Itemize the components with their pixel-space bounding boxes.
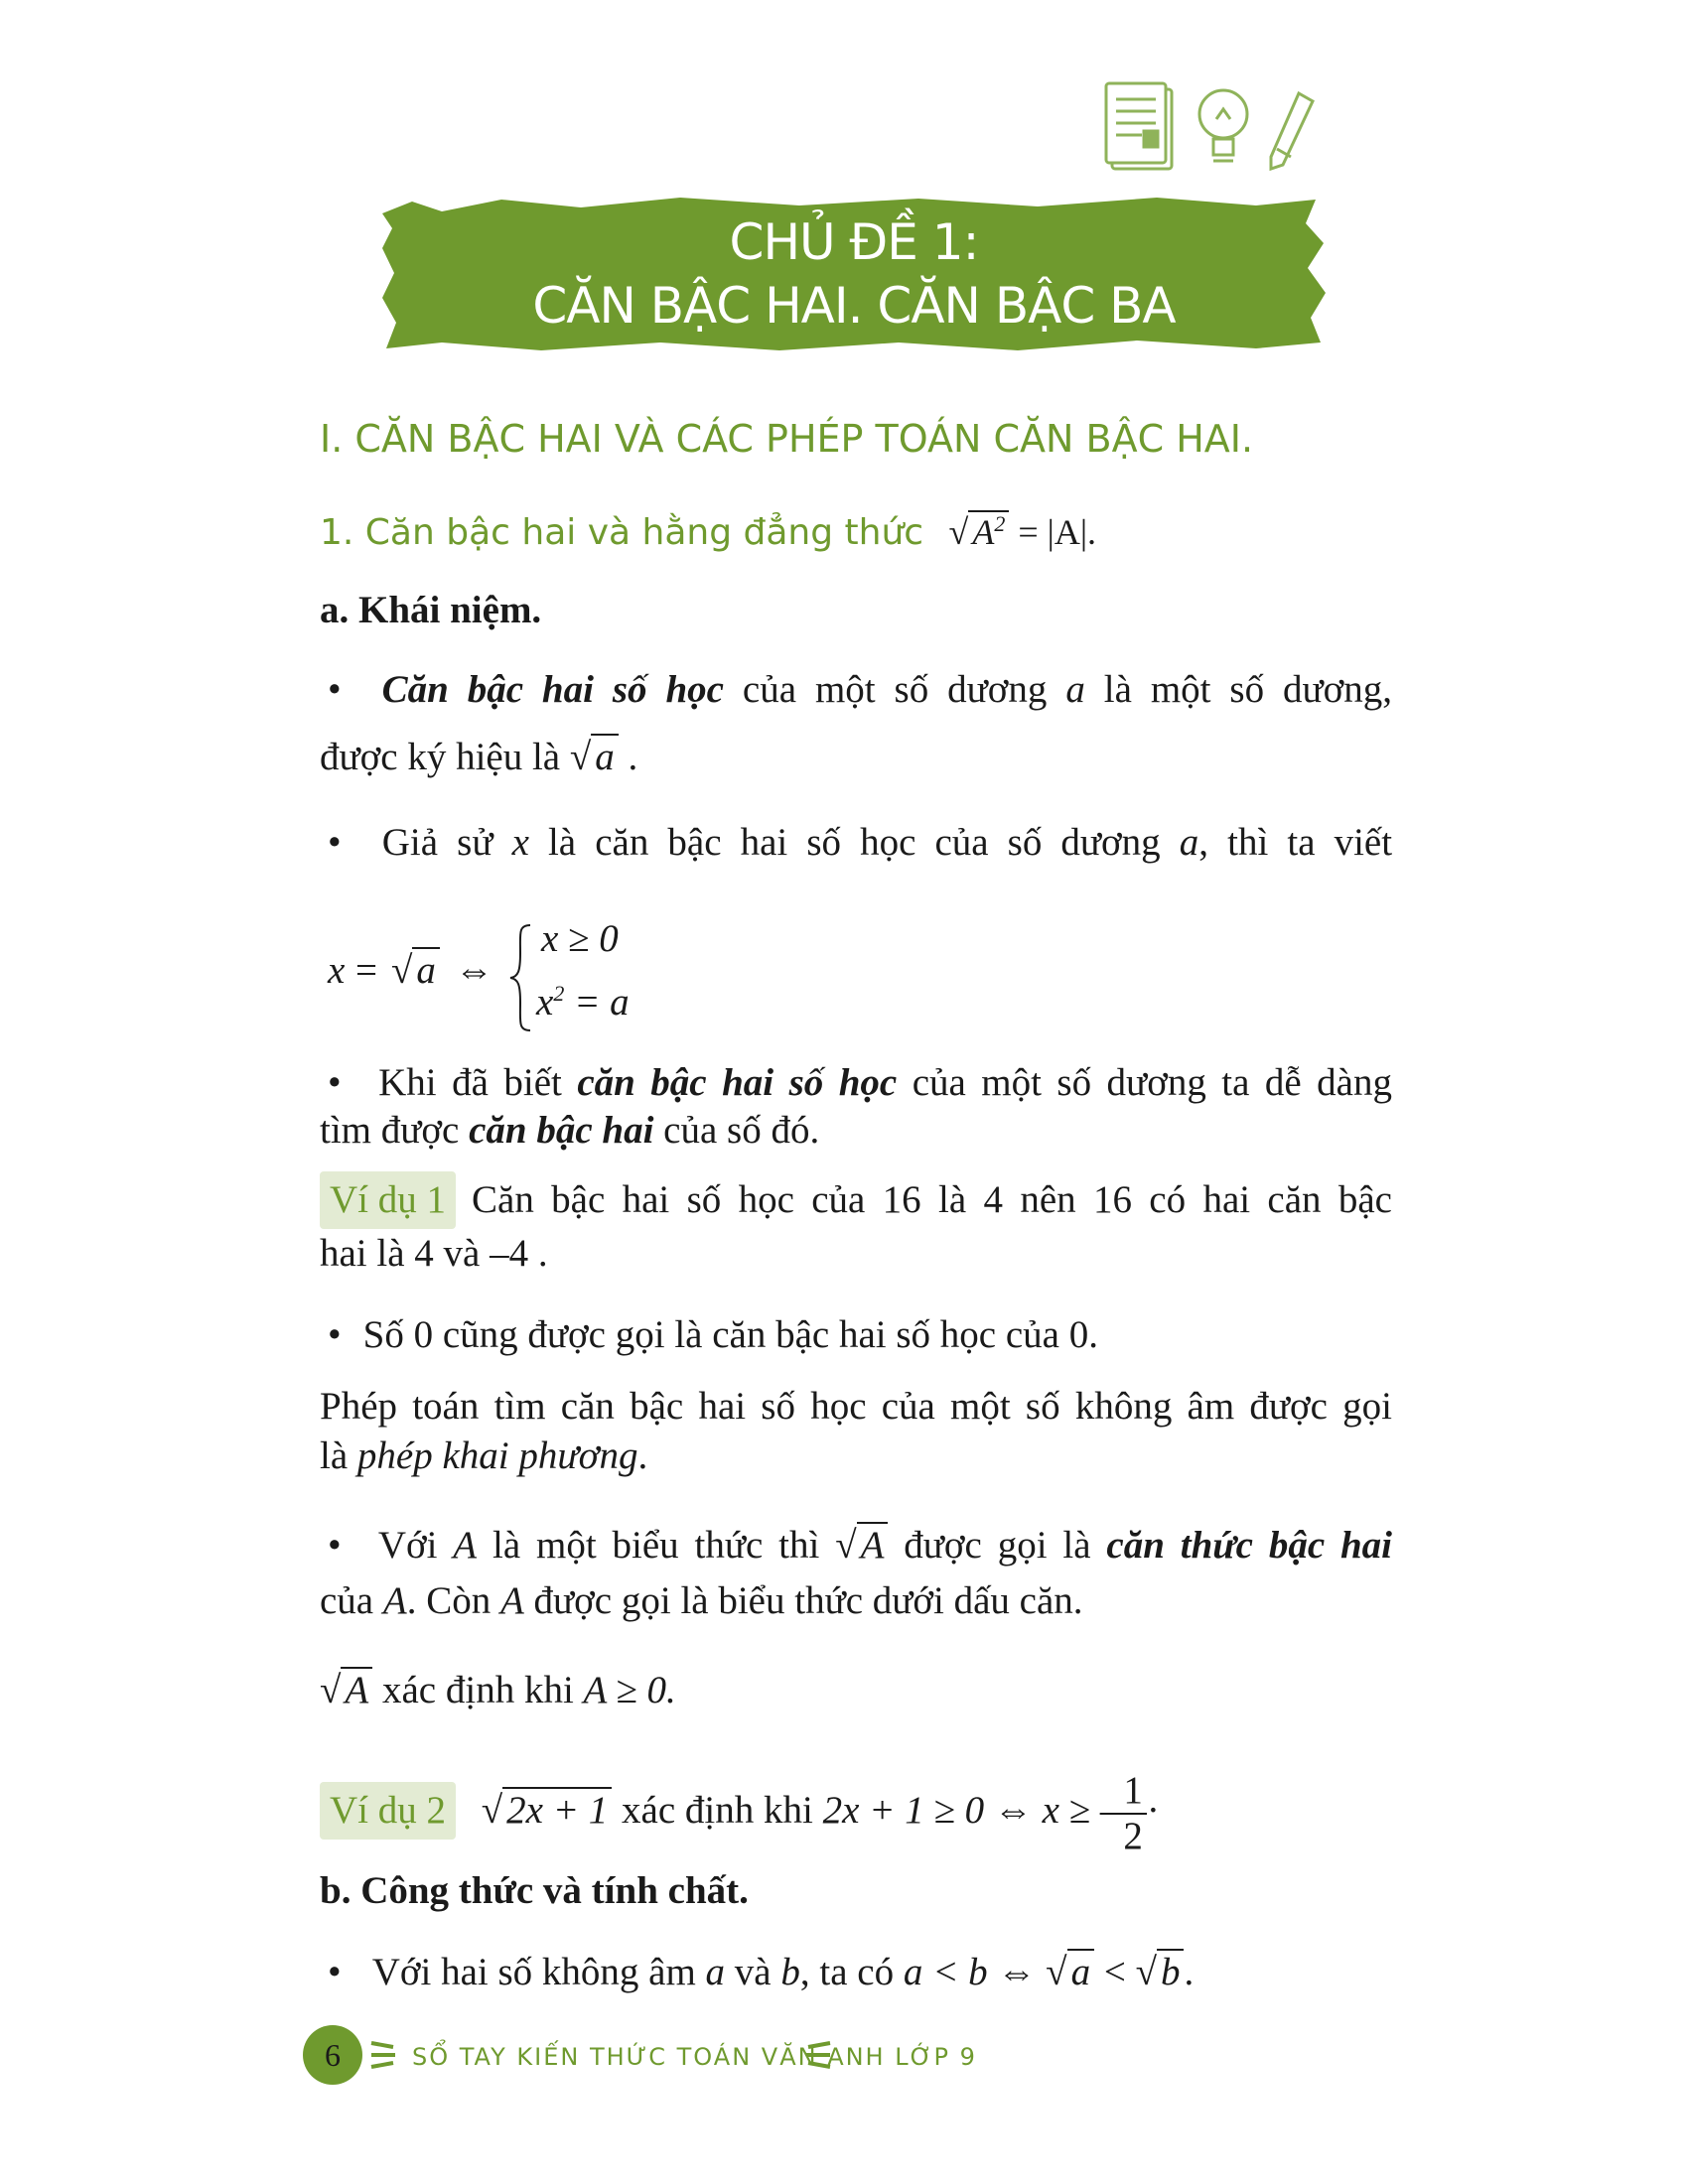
var-a: a xyxy=(705,1951,726,1993)
term-arithmetic-root: Căn bậc hai số học xyxy=(381,668,724,711)
text: . xyxy=(637,1434,648,1477)
document-icon xyxy=(1106,83,1172,169)
example-1-line1 xyxy=(320,1171,1392,1229)
inequality: 2x + 1 ≥ 0 ⇔ x ≥ – xyxy=(822,1788,1120,1832)
text: được gọi là xyxy=(904,1524,1091,1567)
condition: A ≥ 0. xyxy=(583,1669,676,1711)
condition-row2 xyxy=(536,980,630,1024)
domain-condition xyxy=(320,1664,1392,1717)
text: được ký hiệu là xyxy=(320,736,561,778)
var-A: A xyxy=(453,1524,478,1567)
text: . xyxy=(628,736,638,778)
text: xác định khi xyxy=(622,1788,813,1832)
example-tag: Ví dụ 2 xyxy=(320,1782,456,1840)
lightbulb-icon xyxy=(1199,90,1247,161)
text: của xyxy=(320,1579,374,1622)
text: xác định khi xyxy=(381,1669,574,1711)
subsection-text: 1. Căn bậc hai và hằng đẳng thức xyxy=(320,512,924,553)
var-x: x xyxy=(511,821,529,864)
base-x: x xyxy=(536,981,554,1024)
leaf-right-icon xyxy=(802,2037,832,2073)
iff-symbol: ⇔ xyxy=(455,949,493,992)
sqrt-a: √ a xyxy=(570,731,619,784)
text: . Còn xyxy=(406,1579,492,1622)
text: của một số dương ta dễ dàng xyxy=(912,1061,1392,1104)
sqrt-A: √ A xyxy=(835,1519,888,1572)
text: Với hai số không âm xyxy=(371,1951,696,1993)
text: của số đó. xyxy=(663,1109,820,1152)
sqrt-a: √ a xyxy=(391,948,440,993)
radicand: a xyxy=(591,734,619,778)
text: của một số dương xyxy=(742,668,1048,711)
text: . xyxy=(1184,1951,1195,1993)
radicand: 2x + 1 xyxy=(502,1787,612,1832)
identity-rhs: = |A|. xyxy=(1018,512,1097,552)
bullet-radical-expression-line1 xyxy=(320,1519,1392,1572)
text: là một số dương, xyxy=(1103,668,1393,711)
equation-system xyxy=(328,918,824,1037)
radicand: a xyxy=(1067,1949,1095,1993)
paragraph-extraction-line2 xyxy=(320,1430,1392,1483)
example-1-line2: hai là 4 và –4 . xyxy=(320,1232,548,1275)
rest: = a xyxy=(574,981,630,1024)
term-arithmetic-root: căn bậc hai số học xyxy=(577,1061,898,1104)
sqrt-symbol: √ $A^2$ xyxy=(949,511,1010,553)
term-extraction: phép khai phương xyxy=(356,1434,638,1477)
radicand: A xyxy=(972,512,995,552)
example-2 xyxy=(320,1769,1392,1858)
example-tag: Ví dụ 1 xyxy=(320,1171,456,1229)
heading-concept: a. Khái niệm. xyxy=(320,589,542,631)
term-square-root: căn bậc hai xyxy=(469,1109,654,1152)
var-A: A xyxy=(499,1579,524,1622)
book-title: SỔ TAY KIẾN THỨC TOÁN VĂN ANH LỚP 9 xyxy=(412,2043,977,2071)
pencil-icon xyxy=(1271,93,1313,169)
sqrt-2x-plus-1: √ 2x + 1 xyxy=(482,1784,613,1838)
exponent: 2 xyxy=(553,981,565,1006)
radicand: A xyxy=(857,1522,889,1567)
var-A: A xyxy=(382,1579,407,1622)
inequality: a < b ⇔ xyxy=(903,1951,1037,1993)
text: Số 0 cũng được gọi là căn bậc hai số học của 0. xyxy=(362,1313,1098,1356)
exponent: 2 xyxy=(994,511,1006,536)
chapter-line2: CĂN BẬC HAI. CĂN BẬC BA xyxy=(532,277,1176,335)
var-b: b xyxy=(780,1951,800,1993)
bullet-monotonic xyxy=(320,1946,1392,1999)
section-title: I. CĂN BẬC HAI VÀ CÁC PHÉP TOÁN CĂN BẬC HAI. xyxy=(320,417,1254,461)
leaf-left-icon xyxy=(369,2037,399,2073)
bullet-known-root-line2 xyxy=(320,1104,1392,1158)
text: được gọi là biểu thức dưới dấu căn. xyxy=(533,1579,1083,1622)
text: tìm được xyxy=(320,1109,460,1152)
condition-row1: x ≥ 0 xyxy=(541,917,619,960)
text: Giả sử xyxy=(381,821,493,864)
radicand: a xyxy=(412,947,440,992)
bullet-radical-expression-line2 xyxy=(320,1574,1392,1628)
chapter-line1: CHỦ ĐỀ 1: xyxy=(729,213,979,271)
text: và xyxy=(734,1951,772,1993)
brace-icon xyxy=(508,923,532,1032)
text: Với xyxy=(377,1524,438,1567)
lhs-x: x xyxy=(328,949,346,992)
radicand: b xyxy=(1157,1949,1185,1993)
equals-sign: = xyxy=(355,949,377,992)
heading-formulas: b. Công thức và tính chất. xyxy=(320,1869,749,1912)
sqrt-A: √ A xyxy=(320,1664,372,1717)
numerator: 1 xyxy=(1119,1769,1147,1815)
subsection-title xyxy=(320,511,1096,553)
text: Căn bậc hai số học của 16 là 4 nên 16 có hai căn bậc xyxy=(472,1178,1392,1221)
radicand: A xyxy=(341,1667,372,1711)
bullet-suppose xyxy=(320,816,1392,870)
fraction-one-half xyxy=(1119,1769,1147,1858)
page-number: 6 xyxy=(303,2025,362,2085)
bullet-definition-line2 xyxy=(320,731,1392,784)
text: là một biểu thức thì xyxy=(492,1524,820,1567)
var-a: a xyxy=(1179,821,1199,864)
sqrt-b: √ b xyxy=(1136,1946,1185,1999)
text: là xyxy=(320,1434,349,1477)
text: là căn bậc hai số học của số dương xyxy=(547,821,1161,864)
text: Khi đã biết xyxy=(378,1061,562,1104)
decorative-icons xyxy=(1102,79,1321,179)
denominator: 2 xyxy=(1123,1815,1143,1857)
bullet-definition-line1 xyxy=(320,663,1392,717)
bullet-zero xyxy=(320,1308,1392,1362)
text: · xyxy=(1146,1788,1160,1832)
text: , ta có xyxy=(799,1951,895,1993)
var-a: a xyxy=(1065,668,1085,711)
text: , thì ta viết xyxy=(1198,821,1393,864)
term-radical: căn thức bậc hai xyxy=(1106,1524,1393,1567)
sqrt-a: √ a xyxy=(1046,1946,1094,1999)
less-than: < xyxy=(1103,1951,1126,1993)
identity-formula xyxy=(949,512,1096,552)
paragraph-extraction-line1: Phép toán tìm căn bậc hai số học của một số không âm được gọi xyxy=(320,1385,1392,1428)
bullet-known-root-line1 xyxy=(320,1056,1392,1110)
chapter-title xyxy=(382,210,1326,338)
